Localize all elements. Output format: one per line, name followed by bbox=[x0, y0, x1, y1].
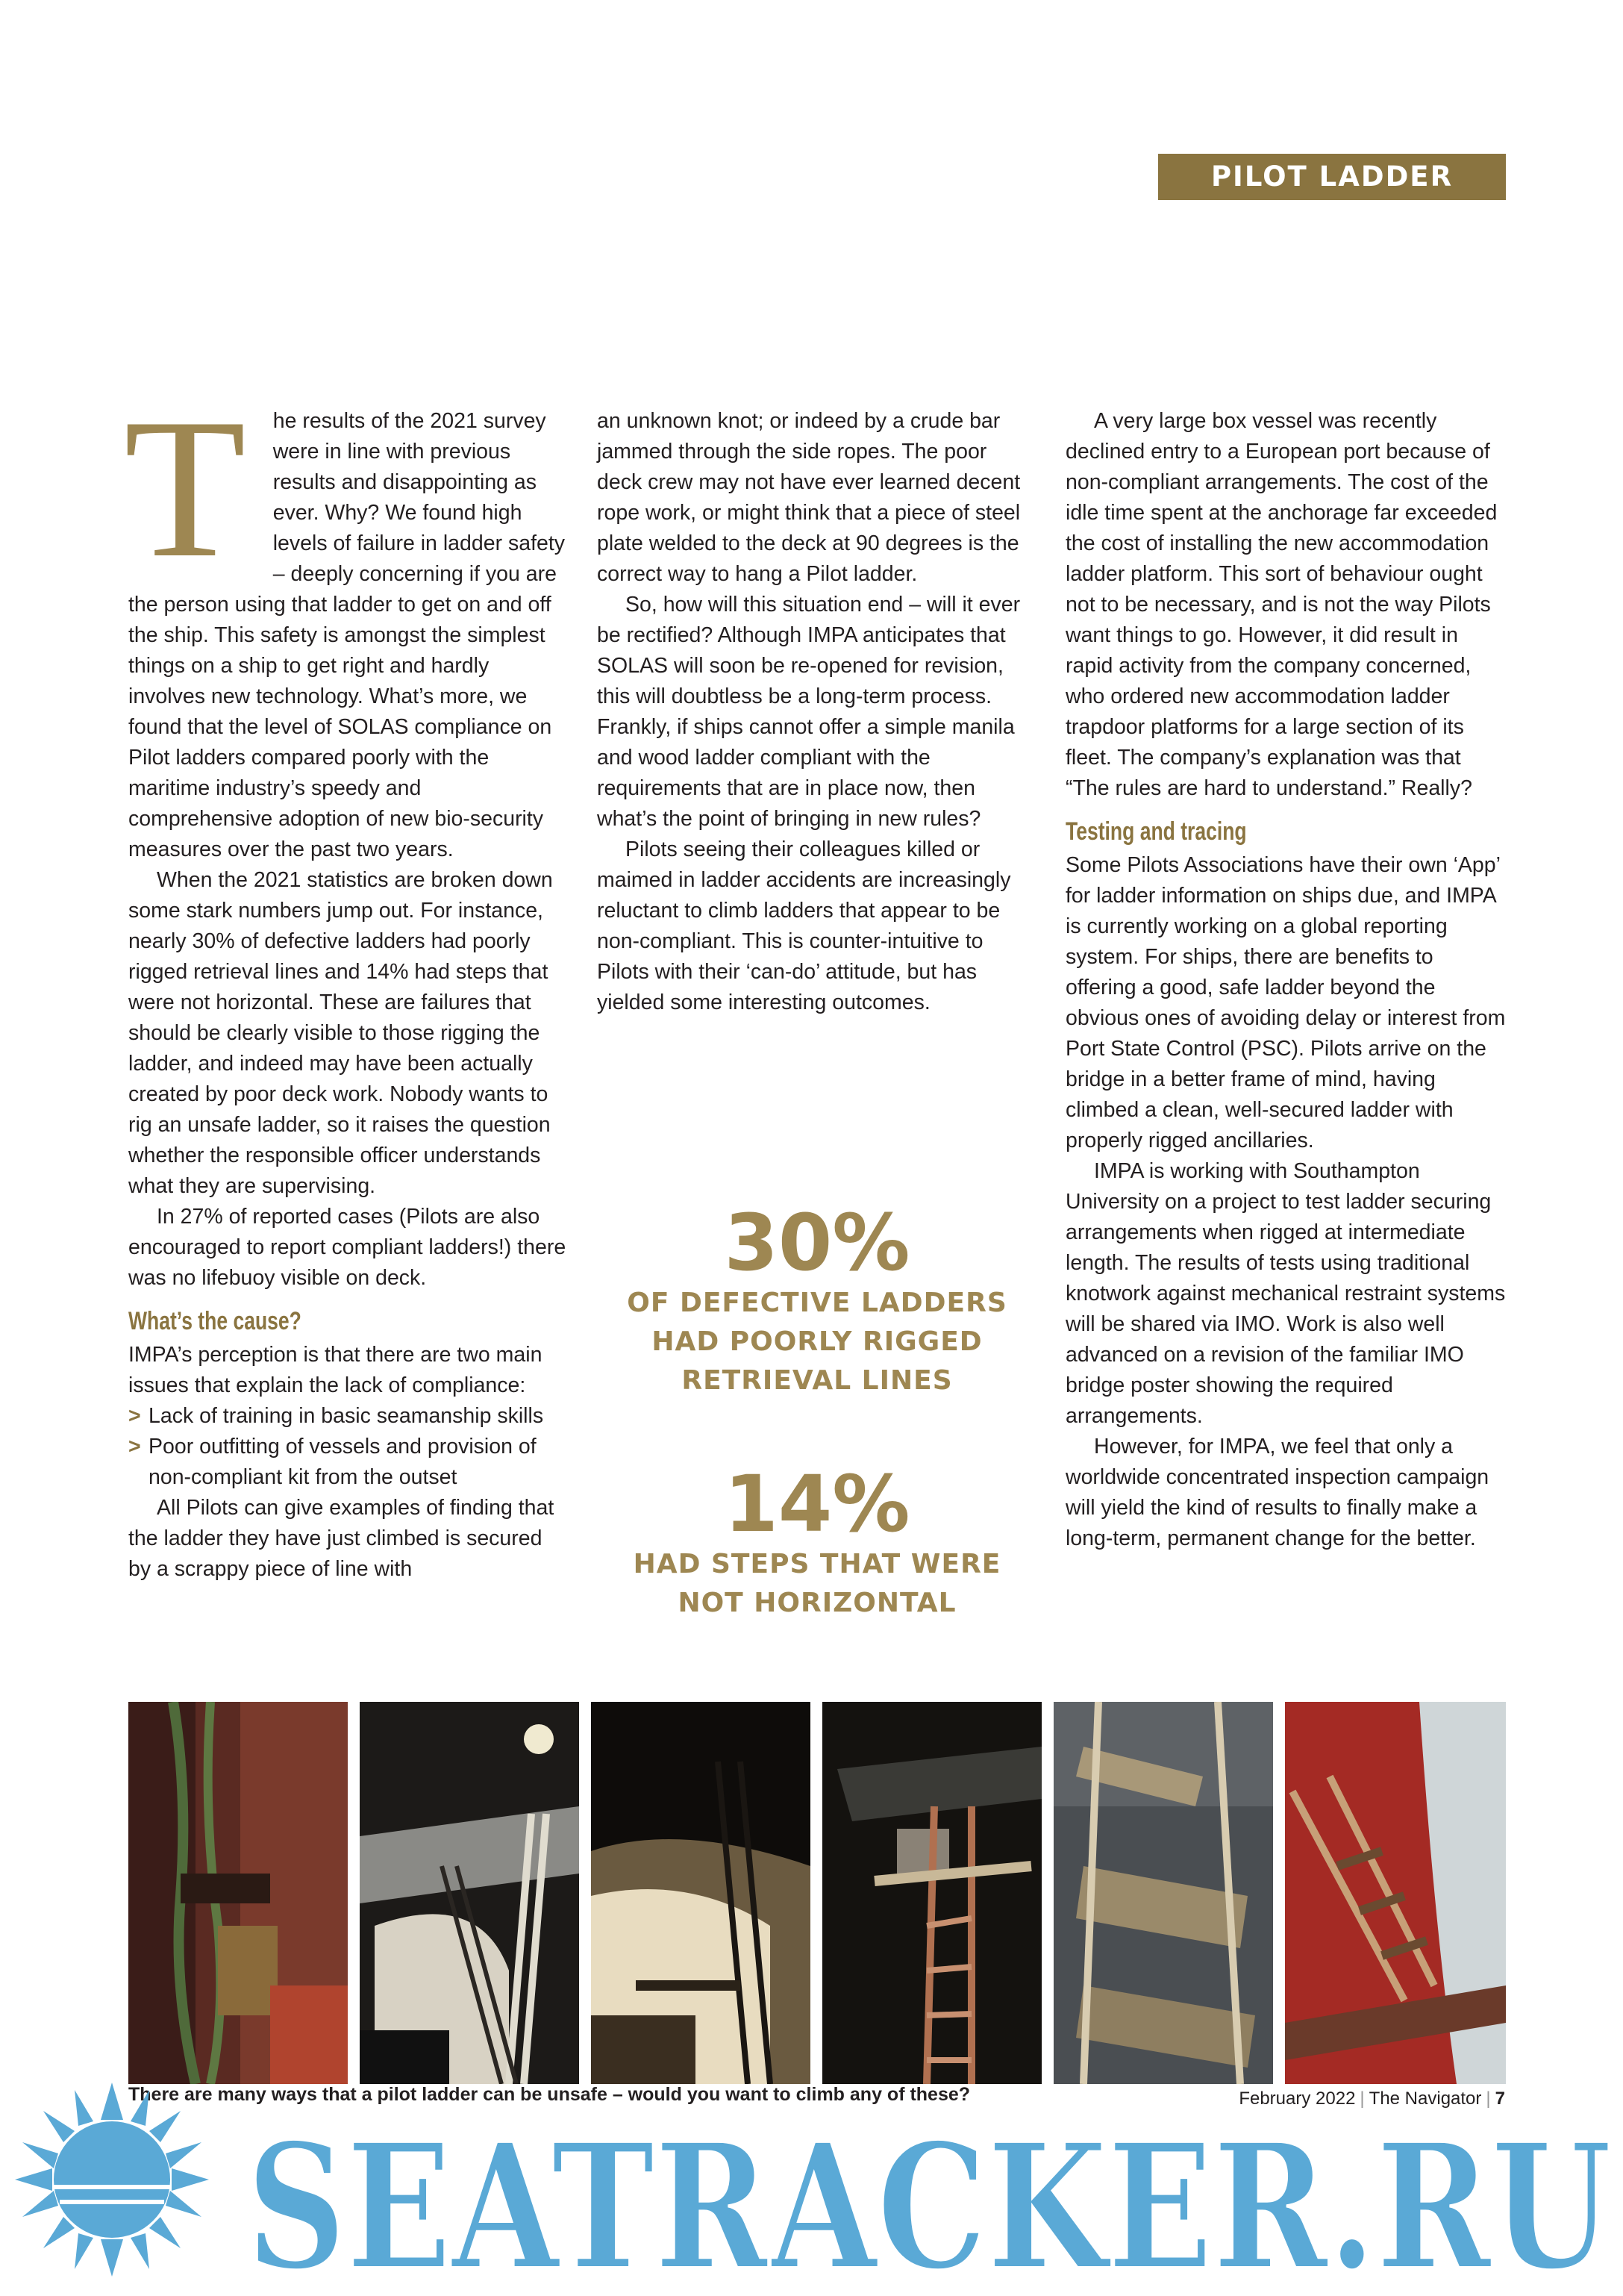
opening-paragraph: T he results of the 2021 survey were in line with previous results and disappointing as ever. Why? We found high levels of failure in ladder safety – deeply concerning if you are the person using that ladder to get on and off the ship. This safety is amongst the simplest things on a ship to get right and hardly involves new technology. What’s more, we found that the level of SOLAS compliance on Pilot ladders compared poorly with the maritime industry’s speedy and comprehensive adoption of new bio-security measures over the past two years. bbox=[124, 377, 566, 861]
watermark-text: SEATRACKER.RU bbox=[246, 2105, 1612, 2296]
ladder-photo-6 bbox=[1285, 1702, 1506, 2084]
footer-date: February 2022 bbox=[1239, 2088, 1356, 2109]
paragraph: A very large box vessel was recently declined entry to a European port because of non-compliant arrangements. The cost of the idle time spent at the anchorage far exceeded the cost of installing the new accommodation ladder platform. This sort of behaviour ought not to be necessary, and is not the way Pilots want things to go. However, it did result in rapid activity from the company concerned, who ordered new accommodation ladder trapdoor platforms for a large section of its fleet. The company’s explanation was that “The rules are hard to understand.” Really? bbox=[1066, 409, 1498, 800]
paragraph: All Pilots can give examples of finding that the ladder they have just climbed is secured by a scrappy piece of line with bbox=[128, 1496, 554, 1581]
sun-icon bbox=[15, 2083, 209, 2277]
footer-publication: The Navigator bbox=[1369, 2088, 1482, 2109]
ladder-photo-1 bbox=[128, 1702, 348, 2084]
watermark-logo bbox=[0, 2060, 1623, 2296]
ladder-photo-4 bbox=[822, 1702, 1042, 2084]
paragraph: When the 2021 statistics are broken down some stark numbers jump out. For instance, nearly 30% of defective ladders had poorly rigged retrieval lines and 14% had steps that were not horizontal. These are failures that should be clearly visible to those rigging the ladder, and indeed may have been actually created by poor deck work. Nobody wants to rig an unsafe ladder, so it raises the question whether the responsible officer understands what they are supervising. bbox=[128, 868, 553, 1198]
stat-line: HAD STEPS THAT WERE bbox=[633, 1549, 1001, 1579]
photo-caption: There are many ways that a pilot ladder can be unsafe – would you want to climb any of these? bbox=[128, 2084, 971, 2105]
article-column-2 bbox=[597, 406, 1037, 1018]
footer-separator: | bbox=[1486, 2088, 1491, 2109]
paragraph: So, how will this situation end – will it ever be rectified? Although IMPA anticipates that SOLAS will soon be re-opened for revision, this will doubtless be a long-term process. Frankly, if ships cannot offer a simple manila and wood ladder compliant with the requirements that are in place now, then what’s the point of bringing in new rules? bbox=[597, 593, 1021, 831]
paragraph: an unknown knot; or indeed by a crude bar jammed through the side ropes. The poor deck crew may not have ever learned decent rope work, or might think that a piece of steel plate welded to the deck at 90 degrees is the correct way to hang a Pilot ladder. bbox=[597, 409, 1021, 586]
paragraph: IMPA is working with Southampton University on a project to test ladder securing arrangements when rigged at intermediate length. The results of tests using traditional knotwork against mechanical restraint systems will be shared via IMO. Work is also well advanced on a revision of the familiar IMO bridge poster showing the required arrangements. bbox=[1066, 1159, 1506, 1428]
footer-separator: | bbox=[1360, 2088, 1365, 2109]
bullet-item: > Poor outfitting of vessels and provision of non-compliant kit from the outset bbox=[128, 1432, 569, 1493]
stat-line: OF DEFECTIVE LADDERS bbox=[627, 1288, 1007, 1318]
stat-line: RETRIEVAL LINES bbox=[681, 1365, 953, 1396]
stat-callout-30 bbox=[597, 1197, 1037, 1400]
article-column-1 bbox=[124, 377, 569, 1585]
paragraph: Pilots seeing their colleagues killed or maimed in ladder accidents are increasingly reluctant to climb ladders that appear to be non-compliant. This is counter-intuitive to Pilots with their ‘can-do’ attitude, but has yielded some interesting outcomes. bbox=[597, 837, 1011, 1014]
stat-value: 14% bbox=[724, 1459, 910, 1550]
drop-cap: T bbox=[124, 377, 246, 599]
photo-strip bbox=[128, 1702, 1506, 2084]
paragraph: However, for IMPA, we feel that only a worldwide concentrated inspection campaign will yield the kind of results to finally make a long-term, permanent change for the better. bbox=[1066, 1435, 1489, 1550]
bullet-arrow-icon: > bbox=[128, 1404, 141, 1428]
section-tag: PILOT LADDER SAFETY bbox=[1158, 154, 1506, 200]
bullet-item: > Lack of training in basic seamanship skills bbox=[128, 1401, 569, 1432]
paragraph: IMPA’s perception is that there are two main issues that explain the lack of compliance: bbox=[128, 1343, 542, 1397]
stat-line: HAD POORLY RIGGED bbox=[651, 1326, 983, 1357]
bullet-arrow-icon: > bbox=[128, 1435, 141, 1459]
article-column-3 bbox=[1066, 406, 1506, 1554]
subheading-cause: What’s the cause? bbox=[128, 1307, 301, 1335]
stat-callout-14 bbox=[597, 1459, 1037, 1623]
stat-line: NOT HORIZONTAL bbox=[678, 1588, 957, 1618]
page-number: 7 bbox=[1495, 2088, 1505, 2109]
ladder-photo-2 bbox=[360, 1702, 579, 2084]
ladder-photo-5 bbox=[1054, 1702, 1273, 2084]
paragraph: In 27% of reported cases (Pilots are also encouraged to report compliant ladders!) there was no lifebuoy visible on deck. bbox=[128, 1205, 566, 1290]
subheading-testing: Testing and tracing bbox=[1066, 817, 1247, 846]
ladder-photo-3 bbox=[591, 1702, 810, 2084]
stat-value: 30% bbox=[724, 1197, 910, 1288]
paragraph: Some Pilots Associations have their own ‘App’ for ladder information on ships due, and IMPA is currently working on a global reporting system. For ships, there are benefits to offering a good, safe ladder beyond the obvious ones of avoiding delay or interest from Port State Control (PSC). Pilots arrive on the bridge in a better frame of mind, having climbed a clean, well-secured ladder with properly rigged ancillaries. bbox=[1066, 853, 1506, 1152]
